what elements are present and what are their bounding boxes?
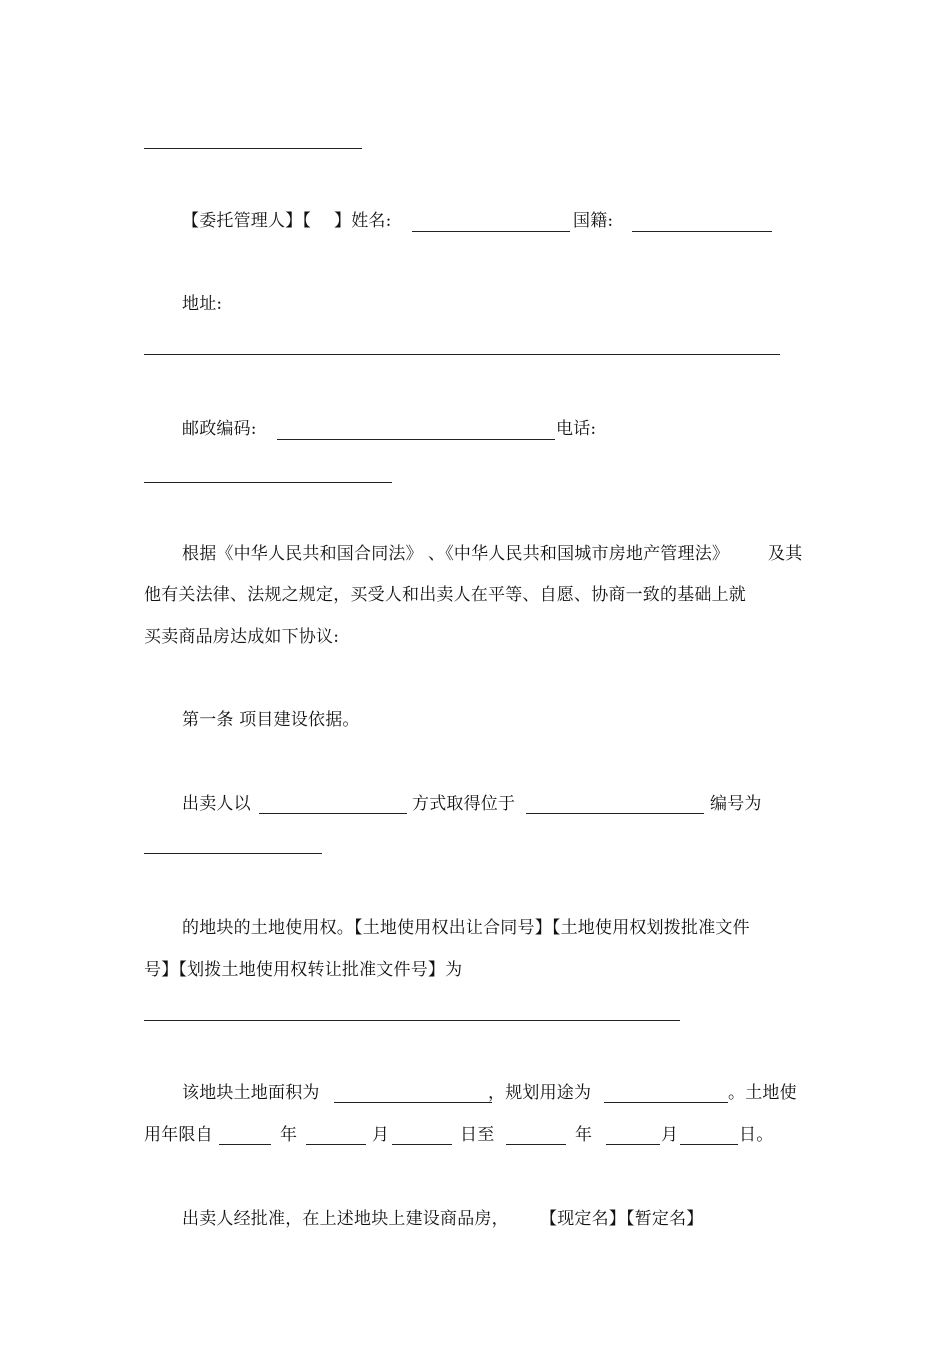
preamble-line3: 买卖商品房达成如下协议: [144,627,340,647]
end-month-label: 月 [661,1125,679,1145]
seller-acquire-label: 出卖人以 [182,794,251,814]
start-day-blank[interactable] [392,1144,452,1145]
preamble-line1-a: 根据《中华人民共和国合同法》 [182,544,423,564]
end-year-label: 年 [575,1125,593,1145]
land-right-line2: 号】【划拨土地使用权转让批准文件号】为 [144,960,463,980]
blank-line [144,148,362,149]
start-year-blank[interactable] [219,1144,271,1145]
plot-number-label: 编号为 [710,794,762,814]
agent-address-label: 地址: [182,294,223,314]
contract-number-blank[interactable] [144,1020,680,1021]
term-from-label: 用年限自 [144,1125,213,1145]
article1-heading: 第一条 项目建设依据。 [182,710,360,730]
end-day-blank[interactable] [680,1144,738,1145]
preamble-line2: 他有关法律、法规之规定，买受人和出卖人在平等、自愿、协商一致的基础上就 [144,585,746,605]
preamble-line1-c: 及其 [768,544,803,564]
agent-name-label: 】姓名: [334,211,392,231]
agent-phone-blank[interactable] [144,482,392,483]
building-name-options: 【现定名】【暂定名】 [540,1209,704,1229]
acquire-method-blank[interactable] [259,813,407,814]
end-year-blank[interactable] [506,1144,566,1145]
end-month-blank[interactable] [606,1144,660,1145]
start-year-label: 年 [280,1125,298,1145]
start-month-blank[interactable] [306,1144,366,1145]
agent-nationality-label: 国籍: [573,211,614,231]
preamble-line1-b: 、《中华人民共和国城市房地产管理法》 [428,544,730,564]
planned-use-blank[interactable] [604,1102,728,1103]
agent-bracket-label: 【委托管理人】【 [182,211,312,231]
end-day-label: 日。 [739,1125,774,1145]
start-day-label: 日至 [460,1125,495,1145]
building-approval-text: 出卖人经批准，在上述地块上建设商品房， [182,1209,509,1229]
land-area-blank[interactable] [334,1102,492,1103]
plot-number-blank[interactable] [144,853,322,854]
agent-name-blank[interactable] [412,231,570,232]
land-right-line1: 的地块的土地使用权。【土地使用权出让合同号】【土地使用权划拨批准文件 [182,918,750,938]
location-blank[interactable] [526,813,704,814]
agent-postal-blank[interactable] [277,439,555,440]
agent-nationality-blank[interactable] [632,231,772,232]
start-month-label: 月 [372,1125,390,1145]
land-term-label: 。土地使 [728,1083,797,1103]
planned-use-label: ，规划用途为 [488,1083,592,1103]
agent-address-blank[interactable] [144,354,780,355]
location-label: 方式取得位于 [412,794,516,814]
agent-postal-label: 邮政编码: [182,419,257,439]
agent-phone-label: 电话: [556,419,597,439]
land-area-label: 该地块土地面积为 [182,1083,320,1103]
